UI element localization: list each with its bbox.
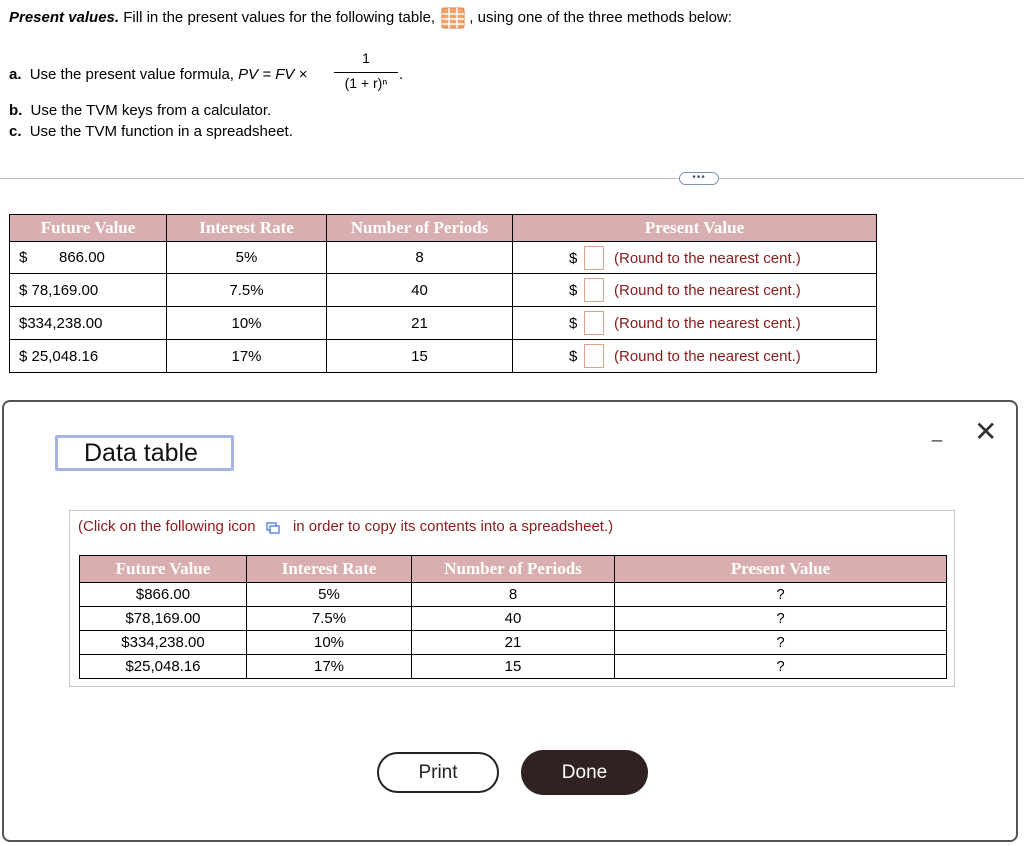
copy-to-spreadsheet-icon[interactable]	[266, 521, 280, 533]
future-value-cell: $ 25,048.16	[10, 340, 167, 373]
method-c: c. Use the TVM function in a spreadsheet.	[9, 123, 293, 140]
periods-cell: 15	[327, 340, 513, 373]
copy-instruction: (Click on the following icon in order to copy its contents into a spreadsheet.)	[78, 518, 614, 535]
copy-panel	[69, 510, 955, 687]
present-value-cell: $ (Round to the nearest cent.)	[513, 274, 877, 307]
data-table-dialog	[2, 400, 1018, 842]
section-divider	[0, 178, 1024, 179]
interest-rate-cell: 10%	[167, 307, 327, 340]
close-icon[interactable]: ✕	[974, 416, 998, 447]
present-value-input[interactable]	[584, 344, 604, 368]
problem-statement: Present values. Fill in the present values for the following table, , using one of the three methods below:	[9, 7, 732, 29]
interest-rate-cell: 17%	[167, 340, 327, 373]
answer-table	[9, 214, 877, 373]
dialog-title: Data table	[55, 435, 234, 471]
present-value-cell: $ (Round to the nearest cent.)	[513, 340, 877, 373]
future-value-cell: $ 866.00	[10, 242, 167, 274]
method-b: b. Use the TVM keys from a calculator.	[9, 102, 272, 119]
print-button[interactable]: Print	[377, 752, 499, 793]
periods-cell: 8	[327, 242, 513, 274]
round-hint: (Round to the nearest cent.)	[614, 315, 801, 332]
col-number-of-periods: Number of Periods	[412, 556, 615, 583]
table-grid-icon[interactable]	[441, 7, 465, 29]
minimize-icon[interactable]: _	[932, 422, 943, 442]
method-a: a. Use the present value formula, PV = FV ×	[9, 66, 308, 83]
interest-rate-cell: 5%	[167, 242, 327, 274]
present-value-input[interactable]	[584, 311, 604, 335]
periods-cell: 40	[327, 274, 513, 307]
table-row: $334,238.00 10% 21 ?	[80, 631, 947, 655]
col-present-value: Present Value	[615, 556, 947, 583]
present-value-cell: $ (Round to the nearest cent.)	[513, 307, 877, 340]
instruction-text: Fill in the present values for the following table,	[123, 8, 436, 26]
col-interest-rate: Interest Rate	[167, 215, 327, 242]
formula-fraction: 1 (1 + r)ⁿ	[334, 50, 398, 91]
table-row: $78,169.00 7.5% 40 ?	[80, 607, 947, 631]
present-value-input[interactable]	[584, 278, 604, 302]
problem-title: Present values	[9, 8, 115, 26]
periods-cell: 21	[327, 307, 513, 340]
present-value-cell: $ (Round to the nearest cent.)	[513, 242, 877, 274]
round-hint: (Round to the nearest cent.)	[614, 250, 801, 267]
round-hint: (Round to the nearest cent.)	[614, 348, 801, 365]
table-row: $866.00 5% 8 ?	[80, 583, 947, 607]
table-row	[10, 242, 877, 274]
present-value-input[interactable]	[584, 246, 604, 270]
table-row	[10, 340, 877, 373]
table-row	[10, 307, 877, 340]
round-hint: (Round to the nearest cent.)	[614, 282, 801, 299]
future-value-cell: $334,238.00	[10, 307, 167, 340]
formula-lhs: PV = FV ×	[238, 66, 308, 83]
interest-rate-cell: 7.5%	[167, 274, 327, 307]
done-button[interactable]: Done	[521, 750, 648, 795]
col-future-value: Future Value	[10, 215, 167, 242]
table-row	[10, 274, 877, 307]
col-present-value: Present Value	[513, 215, 877, 242]
instruction-text-end: , using one of the three methods below:	[469, 8, 732, 26]
expand-more-button[interactable]: •••	[679, 172, 719, 185]
col-interest-rate: Interest Rate	[247, 556, 412, 583]
table-row: $25,048.16 17% 15 ?	[80, 655, 947, 679]
col-number-of-periods: Number of Periods	[327, 215, 513, 242]
future-value-cell: $ 78,169.00	[10, 274, 167, 307]
data-table	[79, 555, 947, 679]
col-future-value: Future Value	[80, 556, 247, 583]
